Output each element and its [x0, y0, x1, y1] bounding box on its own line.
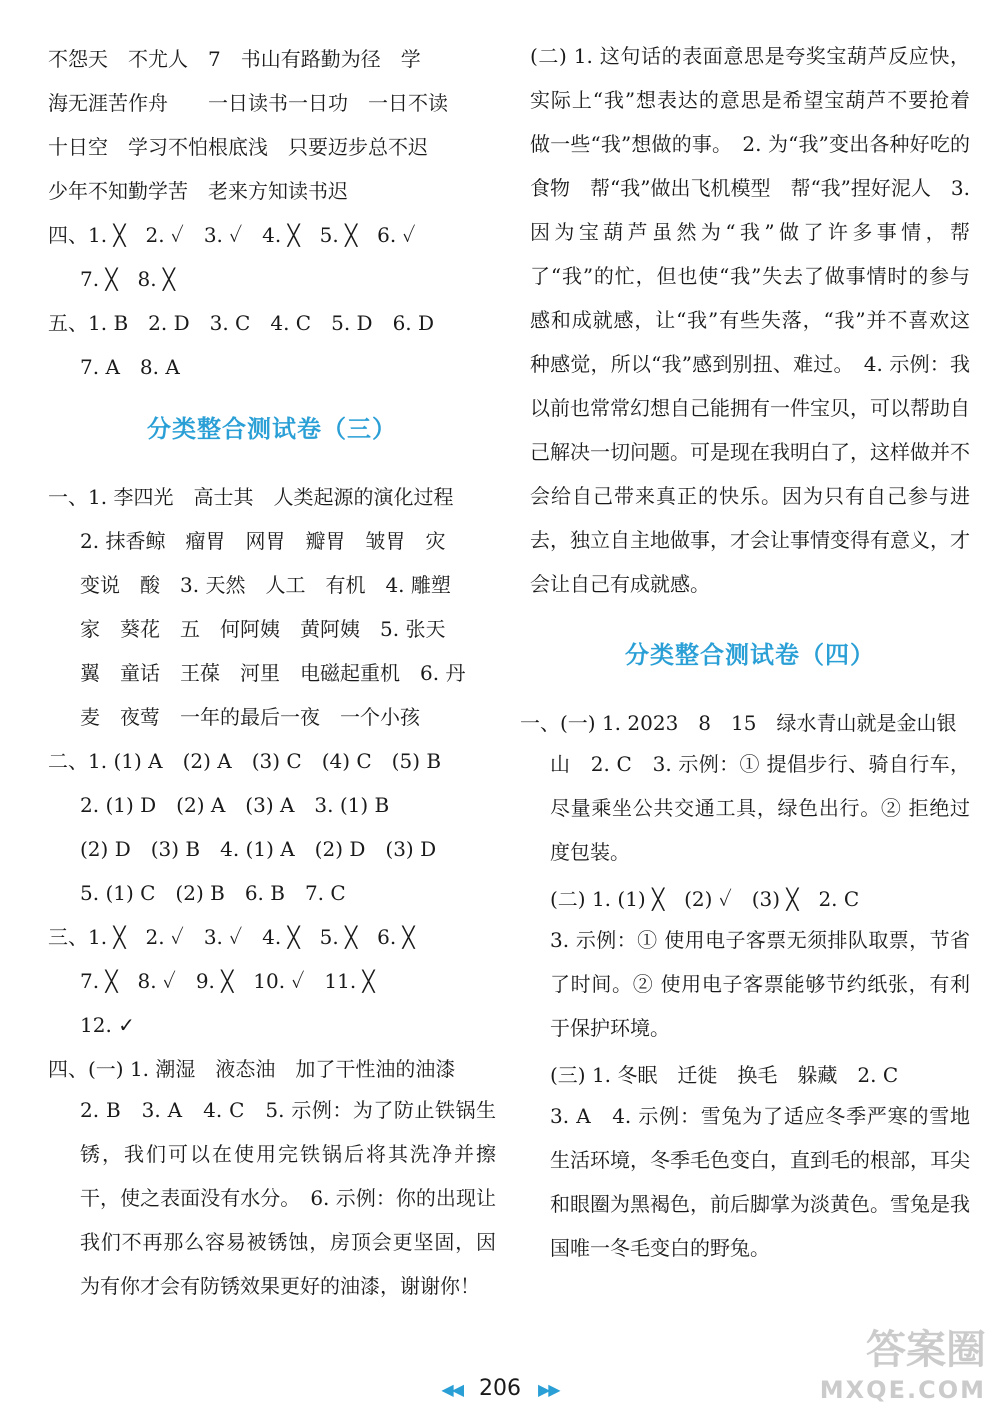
- text-line: 十日空 学习不怕根底浅 只要迈步总不迟: [48, 135, 428, 159]
- left-column: [48, 34, 496, 1308]
- section-3-answers-cont: 12. ✓: [80, 1013, 135, 1037]
- section-3-answers-cont: 7. ╳ 8. ✓ 9. ╳ 10. ✓ 11. ╳: [80, 969, 375, 993]
- section-1-answers: 一、1. 李四光 高士其 人类起源的演化过程: [48, 485, 454, 509]
- page-footer: [0, 1376, 1000, 1401]
- watermark-bottom: MXQE.COM: [819, 1376, 986, 1404]
- answer-paragraph: (二) 1. 这句话的表面意思是夸奖宝葫芦反应快，实际上“我”想表达的意思是希望宝葫芦不要抢着做一些“我”想做的事。 2. 为“我”变出各种好吃的食物 帮“我”做出飞机模型 帮“我”捏好泥人 3. 因为宝葫芦虽然为“我”做了许多事情，帮了“我”的忙，但也使“我”失去了做事情时的参与感和成就感，让“我”有些失落，“我”并不喜欢这种感觉，所以“我”感到别扭、难过。 4. 示例：我以前也常常幻想自己能拥有一件宝贝，可以帮助自己解决一切问题。可是现在我明白了，这样做并不会给自己带来真正的快乐。因为只有自己参与进去，独立自主地做事，才会让事情变得有意义，才会让自己有成就感。: [530, 44, 970, 596]
- section-1-2-paragraph: 3. 示例：① 使用电子客票无须排队取票，节省了时间。② 使用电子客票能够节约纸张，有利于保护环境。: [550, 928, 970, 1040]
- section-1-3-first-line: (三) 1. 冬眠 迁徙 换毛 躲藏 2. C: [550, 1063, 899, 1087]
- test-title-4: 分类整合测试卷（四）: [625, 641, 875, 669]
- section-3-answers: 三、1. ╳ 2. ✓ 3. ✓ 4. ╳ 5. ╳ 6. ╳: [48, 925, 415, 949]
- section-5-answers: 五、1. B 2. D 3. C 4. C 5. D 6. D: [48, 311, 435, 335]
- section-1-answers-cont: 家 葵花 五 何阿姨 黄阿姨 5. 张天: [80, 617, 446, 641]
- text-line: 少年不知勤学苦 老来方知读书迟: [48, 179, 348, 203]
- section-2-answers-cont: 2. (1) D (2) A (3) A 3. (1) B: [80, 793, 390, 817]
- text-line: 不怨天 不尤人 7 书山有路勤为径 学: [48, 47, 421, 71]
- section-2-answers-cont: 5. (1) C (2) B 6. B 7. C: [80, 881, 346, 905]
- page-number: 206: [479, 1376, 521, 1401]
- section-1-2-first-line: (二) 1. (1) ╳ (2) ✓ (3) ╳ 2. C: [550, 887, 860, 911]
- section-1-answers-cont: 翼 童话 王葆 河里 电磁起重机 6. 丹: [80, 661, 466, 685]
- section-1-answers-cont: 2. 抹香鲸 瘤胃 网胃 瓣胃 皱胃 灾: [80, 529, 446, 553]
- section-4-answers: 四、1. ╳ 2. ✓ 3. ✓ 4. ╳ 5. ╳ 6. ✓: [48, 223, 416, 247]
- section-1-answers-cont: 变说 酸 3. 天然 人工 有机 4. 雕塑: [80, 573, 451, 597]
- next-arrows-icon: ▶▶: [538, 1380, 559, 1399]
- section-4b-paragraph: 2. B 3. A 4. C 5. 示例：为了防止铁锅生锈，我们可以在使用完铁锅后将其洗净并擦干，使之表面没有水分。 6. 示例：你的出现让我们不再那么容易被锈蚀，房顶会更坚固，因为有你才会有防锈效果更好的油漆，谢谢你！: [80, 1098, 496, 1298]
- section-2-answers: 二、1. (1) A (2) A (3) C (4) C (5) B: [48, 749, 442, 773]
- section-4b-first-line: 四、(一) 1. 潮湿 液态油 加了干性油的油漆: [48, 1057, 456, 1081]
- watermark-top: 答案圈: [866, 1327, 986, 1373]
- section-1-paragraph: 山 2. C 3. 示例：① 提倡步行、骑自行车，尽量乘坐公共交通工具，绿色出行。② 拒绝过度包装。: [550, 752, 970, 864]
- right-column: [520, 34, 970, 1270]
- text-line: 海无涯苦作舟 一日读书一日功 一日不读: [48, 91, 448, 115]
- section-1-first-line: 一、(一) 1. 2023 8 15 绿水青山就是金山银: [520, 711, 957, 735]
- section-5-answers-cont: 7. A 8. A: [80, 355, 180, 379]
- section-1-3-paragraph: 3. A 4. 示例：雪兔为了适应冬季严寒的雪地生活环境，冬季毛色变白，直到毛的根部，耳尖和眼圈为黑褐色，前后脚掌为淡黄色。雪兔是我国唯一冬毛变白的野兔。: [550, 1104, 970, 1260]
- section-2-answers-cont: (2) D (3) B 4. (1) A (2) D (3) D: [80, 837, 437, 861]
- section-1-answers-cont: 麦 夜莺 一年的最后一夜 一个小孩: [80, 705, 420, 729]
- test-title-3: 分类整合测试卷（三）: [147, 415, 397, 443]
- section-4-answers-cont: 7. ╳ 8. ╳: [80, 267, 175, 291]
- prev-arrows-icon: ◀◀: [441, 1380, 462, 1399]
